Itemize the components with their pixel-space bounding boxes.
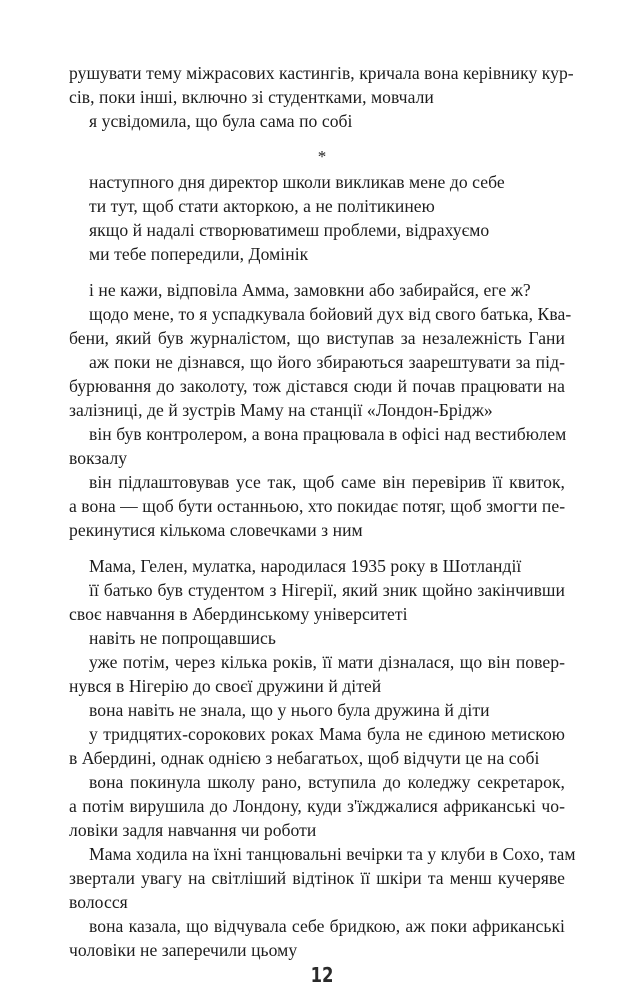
text-line: він був контролером, а вона працювала в офісі над вестибюлем <box>89 424 567 444</box>
page-number: 12 <box>310 963 334 987</box>
text-line: щодо мене, то я успадкувала бойовий дух від свого батька, Ква- <box>89 304 572 324</box>
text-line: рушувати тему міжрасових кастингів, кричала вона керівнику кур- <box>69 63 574 83</box>
text-line: я усвідомила, що була сама по собі <box>89 111 353 131</box>
text-line: уже потім, через кілька років, її мати дізналася, що він повер- <box>89 652 565 672</box>
text-line: чоловіки не заперечили цьому <box>69 940 298 960</box>
text-line: своє навчання в Абердинському університеті <box>69 604 408 624</box>
section-separator: * <box>317 147 327 166</box>
text-line: якщо й надалі створюватимеш проблеми, відрахуємо <box>89 220 490 240</box>
text-line: бени, який був журналістом, що виступав за незалежність Гани <box>69 328 565 348</box>
text-line: у тридцятих-сорокових роках Мама була не єдиною метискою <box>89 724 565 744</box>
text-line: Мама, Гелен, мулатка, народилася 1935 року в Шотландії <box>89 556 522 576</box>
text-line: сів, поки інші, включно зі студентками, мовчали <box>69 87 434 107</box>
text-line: навіть не попрощавшись <box>89 628 276 648</box>
text-line: її батько був студентом з Нігерії, який зник щойно закінчивши <box>89 580 565 600</box>
text-line: ми тебе попередили, Домінік <box>89 244 309 264</box>
text-line: а вона — щоб бути останньою, хто покидає потяг, щоб змогти пе- <box>69 496 566 516</box>
text-line: бурювання до заколоту, тож дістався сюди й почав працювати на <box>69 376 565 396</box>
text-line: вокзалу <box>69 448 128 468</box>
text-line: волосся <box>69 892 128 912</box>
text-line: вона навіть не знала, що у нього була дружина й діти <box>89 700 490 720</box>
text-line: ловіки задля навчання чи роботи <box>69 820 317 840</box>
text-line: ти тут, щоб стати акторкою, а не політикинею <box>89 196 435 216</box>
text-line: звертали увагу на світліший відтінок її шкіри та менш кучеряве <box>69 868 565 888</box>
text-line: аж поки не дізнався, що його збираються заарештувати за під- <box>89 352 565 372</box>
text-line: Мама ходила на їхні танцювальні вечірки та у клуби в Сохо, там <box>89 844 576 864</box>
text-line: вона казала, що відчувала себе бридкою, аж поки африканські <box>89 916 565 936</box>
text-line: рекинутися кількома словечками з ним <box>69 520 363 540</box>
text-line: а потім вирушила до Лондону, куди з'їжджалися африканські чо- <box>69 796 565 816</box>
text-line: наступного дня директор школи викликав мене до себе <box>89 172 505 192</box>
text-line: він підлаштовував усе так, щоб саме він перевірив її квиток, <box>89 472 565 492</box>
text-line: нувся в Нігерію до своєї дружини й дітей <box>69 676 382 696</box>
text-line: вона покинула школу рано, вступила до коледжу секретарок, <box>89 772 565 792</box>
text-line: залізниці, де й зустрів Маму на станції «Лондон-Брідж» <box>69 400 493 420</box>
text-line: в Абердині, однак однією з небагатьох, щоб відчути це на собі <box>69 748 540 768</box>
text-line: і не кажи, відповіла Амма, замовкни або забирайся, еге ж? <box>89 280 531 300</box>
